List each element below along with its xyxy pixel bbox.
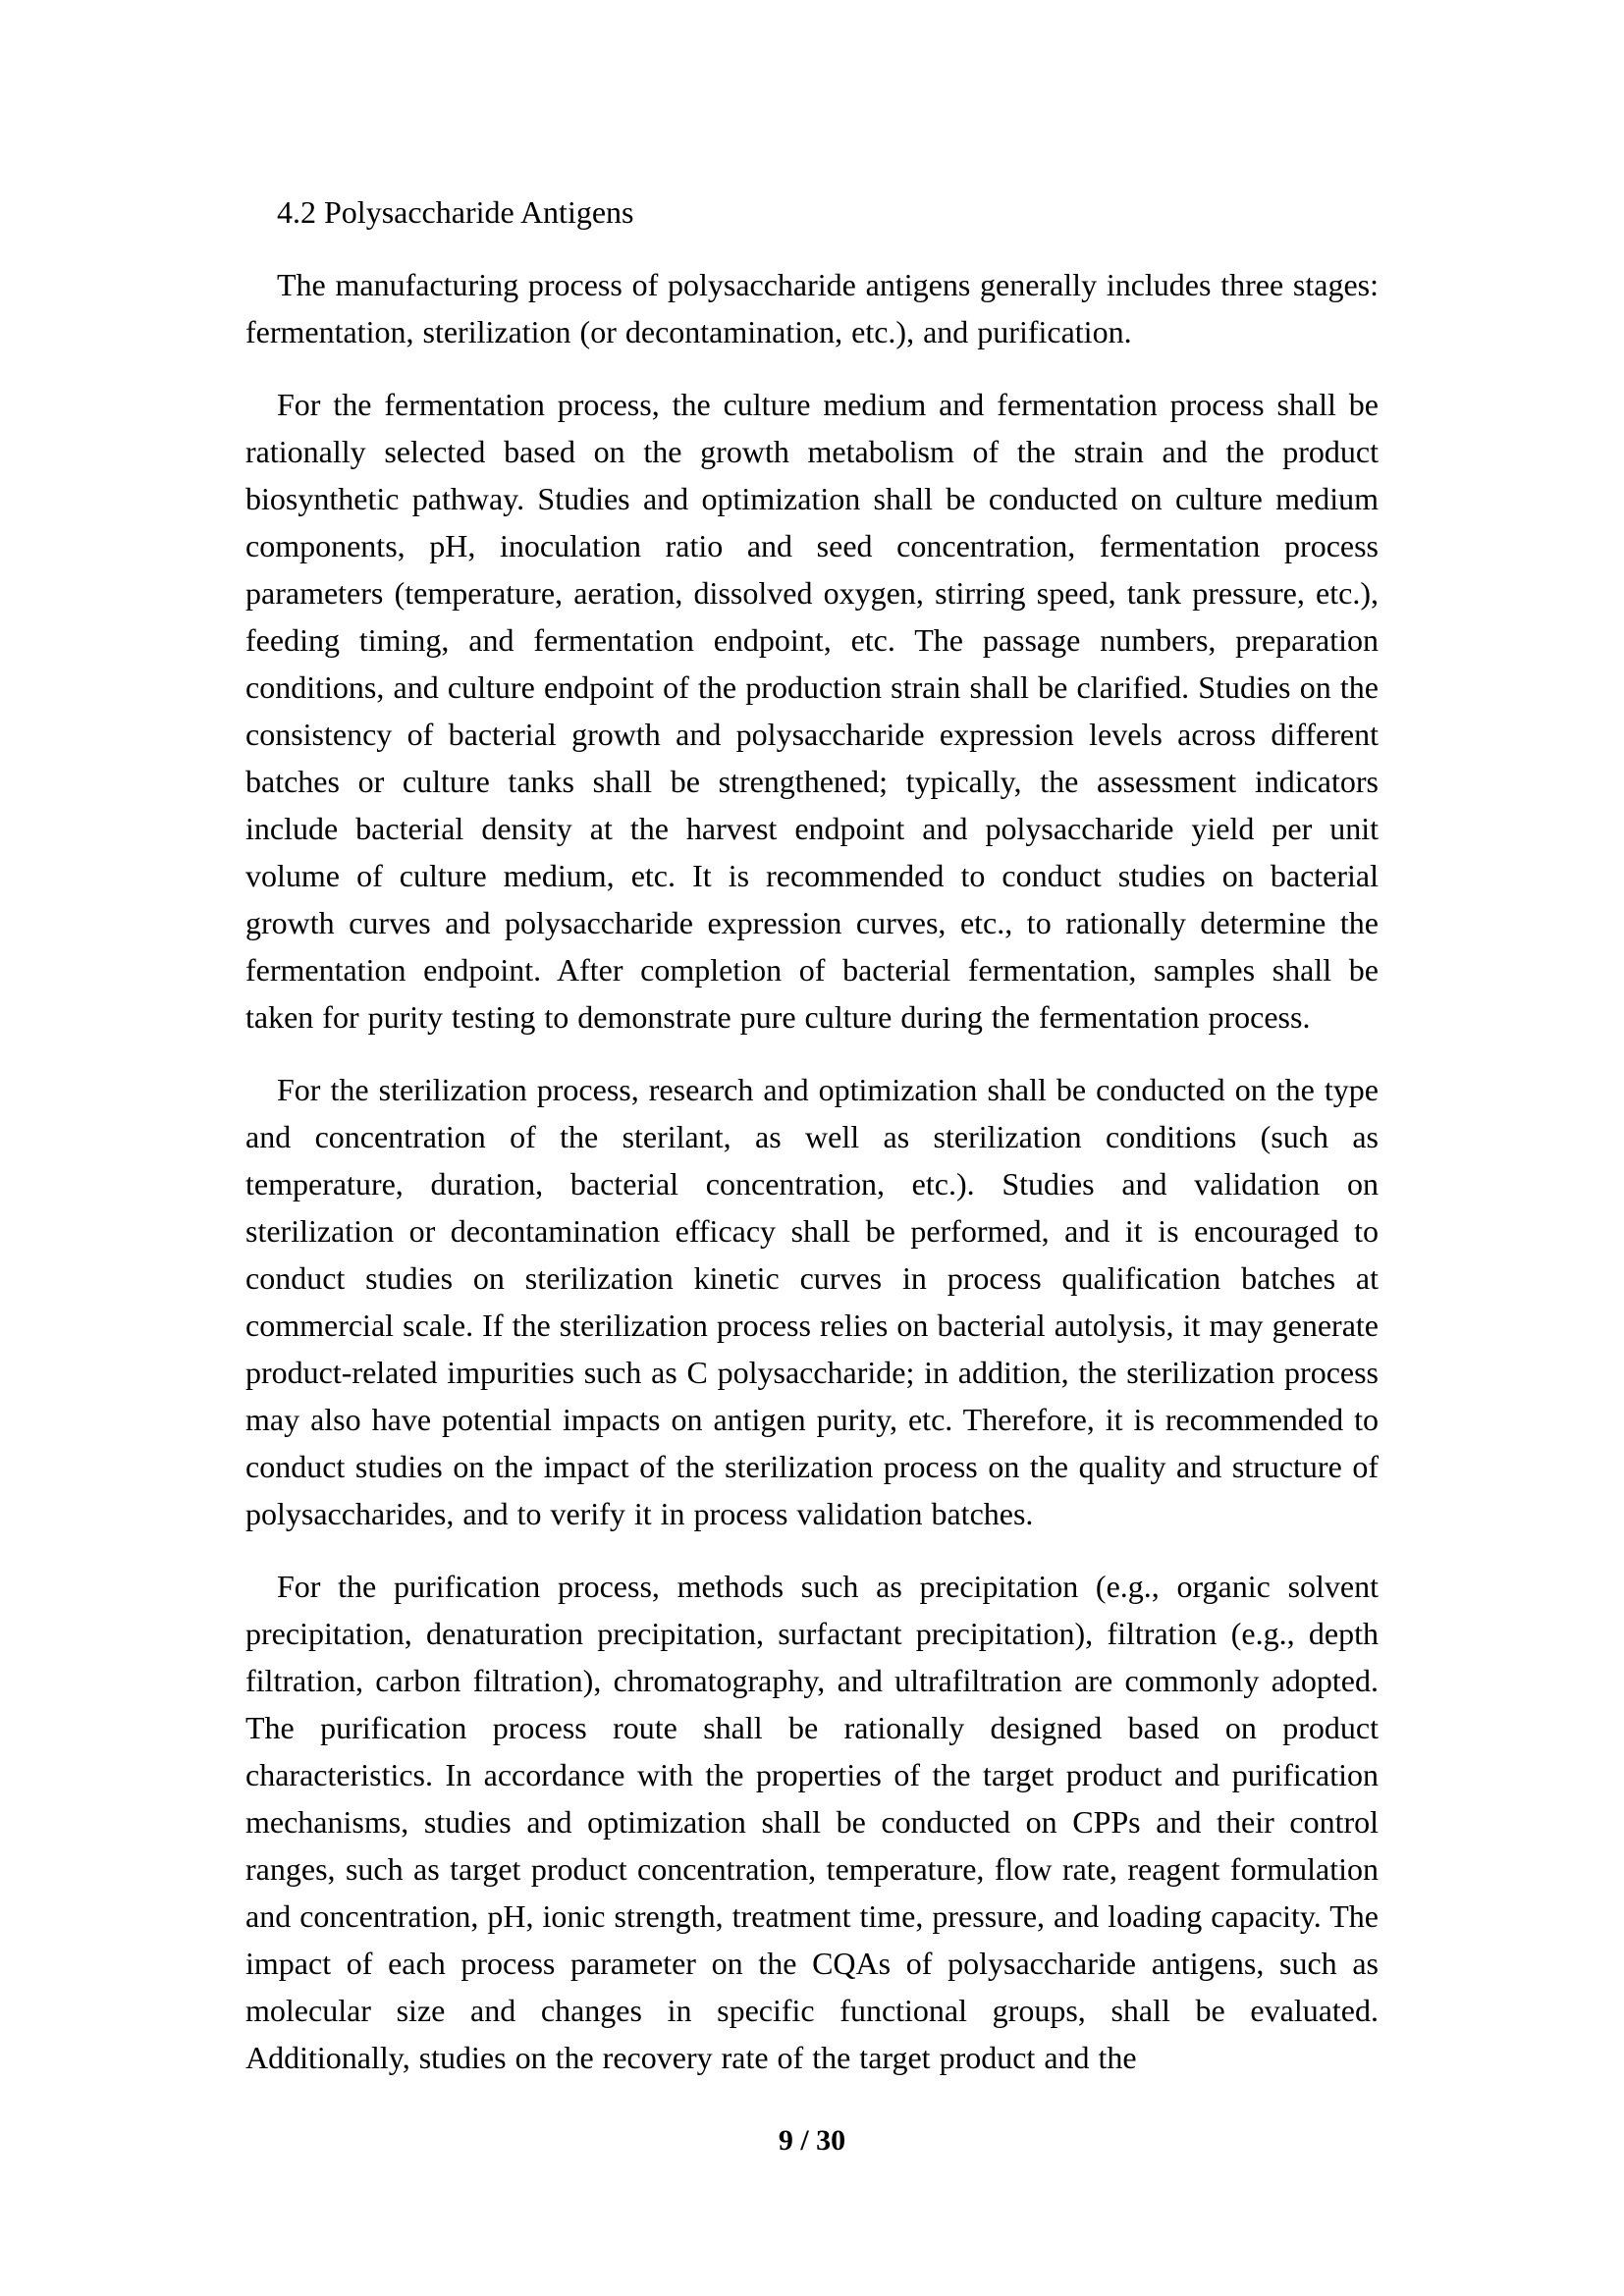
paragraph-purification-process: For the purification process, methods such as precipitation (e.g., organic solvent precipitation, denaturation precipitation, surfactant precipitation), filtration (e.g., depth filtration, carbon filtration), chromatography, and ultrafiltration are commonly adopted. The purification process route shall be rationally designed based on product characteristics. In accordance with the properties of the target product and purification mechanisms, studies and optimization shall be conducted on CPPs and their control ranges, such as target product concentration, temperature, flow rate, reagent formulation and concentration, pH, ionic strength, treatment time, pressure, and loading capacity. The impact of each process parameter on the CQAs of polysaccharide antigens, such as molecular size and changes in specific functional groups, shall be evaluated. Additionally, studies on the recovery rate of the target product and the <box>245 1569 1379 2075</box>
document-body <box>245 0 1379 2081</box>
page-number: 9 / 30 <box>778 2124 846 2157</box>
section-heading: 4.2 Polysaccharide Antigens <box>277 194 634 230</box>
paragraph-fermentation-process: For the fermentation process, the culture medium and fermentation process shall be rationally selected based on the growth metabolism of the strain and the product biosynthetic pathway. Studies and optimization shall be conducted on culture medium components, pH, inoculation ratio and seed concentration, fermentation process parameters (temperature, aeration, dissolved oxygen, stirring speed, tank pressure, etc.), feeding timing, and fermentation endpoint, etc. The passage numbers, preparation conditions, and culture endpoint of the production strain shall be clarified. Studies on the consistency of bacterial growth and polysaccharide expression levels across different batches or culture tanks shall be strengthened; typically, the assessment indicators include bacterial density at the harvest endpoint and polysaccharide yield per unit volume of culture medium, etc. It is recommended to conduct studies on bacterial growth curves and polysaccharide expression curves, etc., to rationally determine the fermentation endpoint. After completion of bacterial fermentation, samples shall be taken for purity testing to demonstrate pure culture during the fermentation process. <box>245 387 1379 1035</box>
paragraph-sterilization-process: For the sterilization process, research and optimization shall be conducted on the type and concentration of the sterilant, as well as sterilization conditions (such as temperature, duration, bacterial concentration, etc.). Studies and validation on sterilization or decontamination efficacy shall be performed, and it is encouraged to conduct studies on sterilization kinetic curves in process qualification batches at commercial scale. If the sterilization process relies on bacterial autolysis, it may generate product-related impurities such as C polysaccharide; in addition, the sterilization process may also have potential impacts on antigen purity, etc. Therefore, it is recommended to conduct studies on the impact of the sterilization process on the quality and structure of polysaccharides, and to verify it in process validation batches. <box>245 1072 1379 1531</box>
paragraph-overview: The manufacturing process of polysaccharide antigens generally includes three stages: fermentation, sterilization (or decontamination, etc.), and purification. <box>245 267 1379 349</box>
